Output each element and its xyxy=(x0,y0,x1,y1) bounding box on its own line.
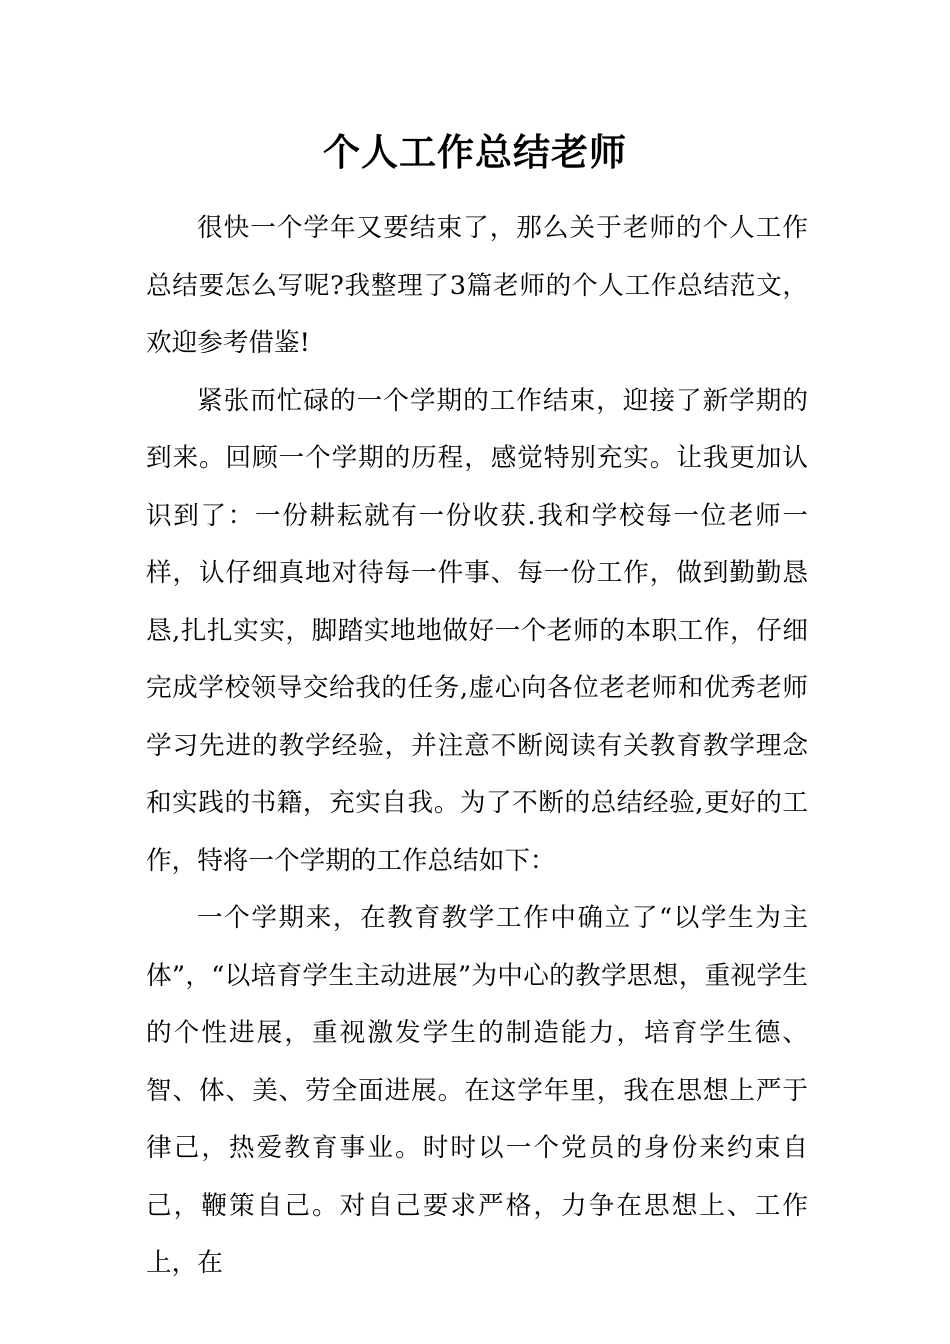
document-title: 个人工作总结老师 xyxy=(323,130,627,174)
paragraph-review: 紧张而忙碌的一个学期的工作结束，迎接了新学期的到来。回顾一个学期的历程，感觉特别充实。让我更加认识到了：一份耕耘就有一份收获.我和学校每一位老师一样，认仔细真地对待每一件事、每一份工作，做到勤勤恳恳,扎扎实实，脚踏实地地做好一个老师的本职工作，仔细完成学校领导交给我的任务,虚心向各位老老师和优秀老师学习先进的教学经验，并注意不断阅读有关教育教学理念和实践的书籍，充实自我。为了不断的总结经验,更好的工作，特将一个学期的工作总结如下： xyxy=(146,385,808,876)
document-body xyxy=(146,200,808,1293)
paragraph-intro: 很快一个学年又要结束了，那么关于老师的个人工作总结要怎么写呢?我整理了3篇老师的个人工作总结范文，欢迎参考借鉴! xyxy=(146,213,808,358)
paragraph-teaching: 一个学期来，在教育教学工作中确立了“以学生为主体”，“以培育学生主动进展”为中心的教学思想，重视学生的个性进展，重视激发学生的制造能力，培育学生德、智、体、美、劳全面进展。在这学年里，我在思想上严于律己，热爱教育事业。时时以一个党员的身份来约束自己，鞭策自己。对自己要求严格，力争在思想上、工作上，在 xyxy=(146,903,808,1278)
